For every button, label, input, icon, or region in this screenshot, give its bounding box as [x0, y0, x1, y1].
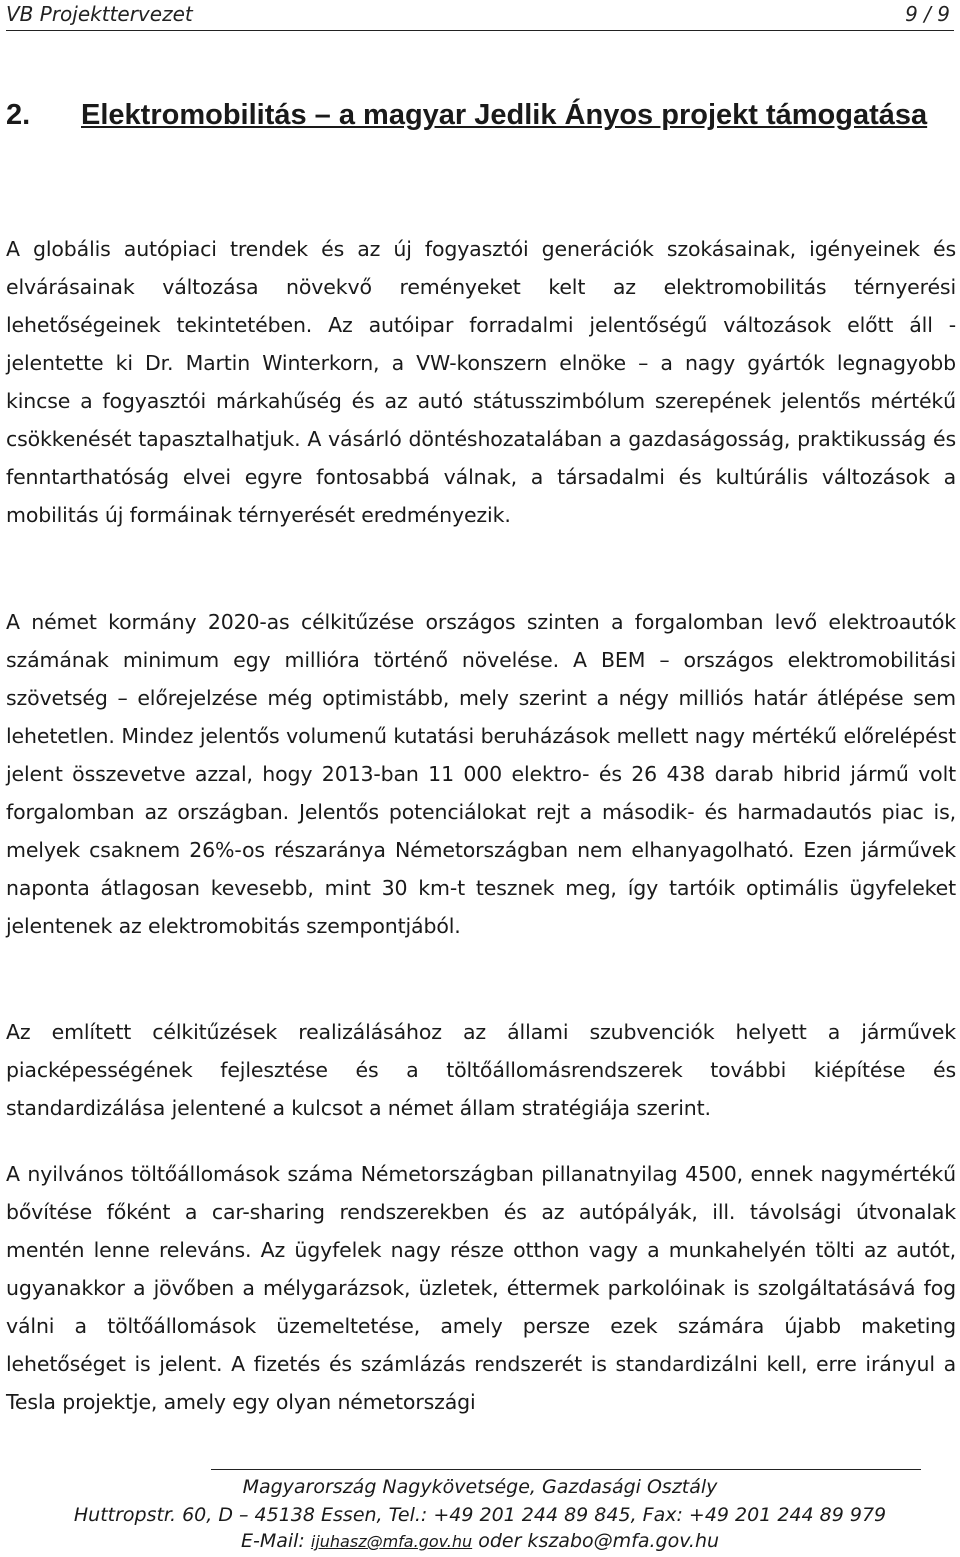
- paragraph-2: A német kormány 2020-as célkitűzése országos szinten a forgalomban levő elektroautók számának minimum egy millióra történő növelése. A BEM – országos elektromobilitási szövetség – előrejelzése még optimistább, mely szerint a négy milliós határ átlépése sem lehetetlen. Mindez jelentős volumenű kutatási beruházások mellett nagy mértékű előrelépést jelent összevetve azzal, hogy 2013-ban 11 000 elektro- és 26 438 darab hibrid jármű volt forgalomban az országban. Jelentős potenciálokat rejt a második- és harmadautós piac is, melyek csaknem 26%-os részaránya Németországban nem elhanyagolható. Ezen járművek naponta átlagosan kevesebb, mint 30 km-t tesznek meg, így tartóik optimális ügyfeleket jelentenek az elektromobitás szempontjából.: [6, 609, 956, 938]
- page-header: [6, 0, 954, 31]
- footer-email-link-1[interactable]: ijuhasz@mfa.gov.hu: [310, 1532, 473, 1551]
- document-title: VB Projektterv​ezet: [6, 2, 193, 26]
- section-title: Elektromobilitás – a magyar Jedlik Ányos projekt támogatása: [81, 99, 928, 131]
- footer-address: Huttropstr. 60, D – 45138 Essen, Tel.: +49 201 244 89 845, Fax: +49 201 244 89 979: [73, 1504, 887, 1526]
- section-number: 2.: [6, 99, 31, 131]
- paragraph-3: Az említett célkitűzések realizálásához az állami szubvenciók helyett a járművek piacképességének fejlesztése és a töltőállomásrendszerek további kiépítése és standardizálása jelentené a kulcsot a német állam stratégiája szerint.: [6, 1019, 956, 1120]
- footer-email-suffix: oder kszabo@mfa.gov.hu: [472, 1530, 720, 1552]
- footer-email: [0, 1529, 960, 1554]
- paragraph-4: A nyilvános töltőállomások száma Németországban pillanatnyilag 4500, ennek nagymértékű bővítése főként a car-sharing rendszerekben és az autópályák, ill. távolsági útvonalak mentén lenne releváns. Az ügyfelek nagy része otthon vagy a munkahelyén tölti az autót, ugyanakkor a jövőben a mélygarázsok, üzletek, éttermek parkolóinak is szolgáltatásává fog válni a töltőállomások üzemeltetése, amely persze ezek számára újabb maketing lehetőséget is jelent. A fizetés és számlázás rendszerét is standardizálni kell, erre irányul a Tesla projektje, amely egy olyan németországi: [6, 1161, 956, 1414]
- paragraph-1: A globális autópiaci trendek és az új fogyasztói generációk szokásainak, igényeinek és elvárásainak változása növekvő reményeket kelt az elektromobilitás térnyerési lehetőségeinek tekintetében. Az autóipar forradalmi jelentőségű változások előtt áll - jelentette ki Dr. Martin Winterkorn, a VW-konszern elnöke – a nagy gyártók legnagyobb kincse a fogyasztói márkahűség és az autó státusszimbólum szerepének jelentős mértékű csökkenését tapasztalhatjuk. A vásárló döntéshozatalában a gazdaságosság, praktikusság és fenntarthatóság elvei egyre fontosabbá válnak, a társadalmi és kultúrális változások a mobilitás új formáinak térnyerését eredményezik.: [6, 236, 956, 527]
- footer-divider: [211, 1469, 921, 1470]
- footer-organization: Magyarország Nagykövetsége, Gazdasági Osztály: [242, 1476, 718, 1498]
- footer-email-prefix: E-Mail:: [240, 1530, 311, 1552]
- page-number: 9 / 9: [905, 2, 950, 26]
